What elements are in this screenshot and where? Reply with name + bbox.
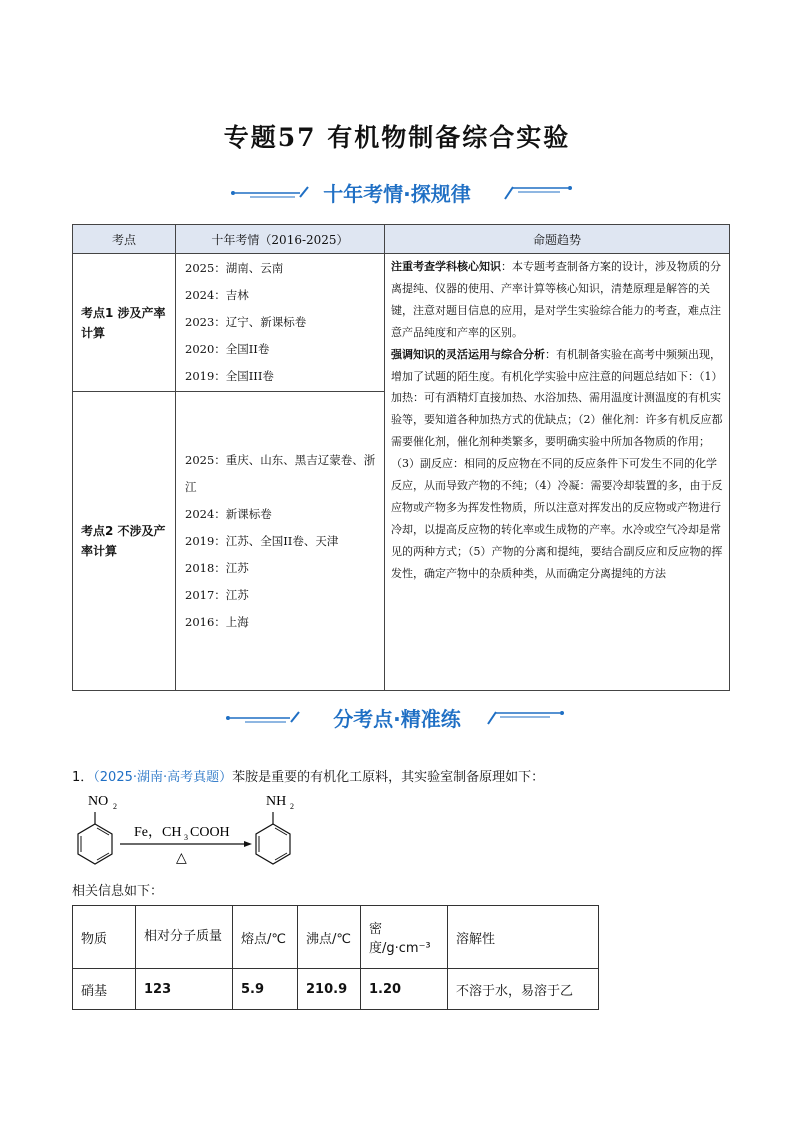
amino-label: NH [266, 794, 287, 809]
aniline-structure [256, 794, 294, 864]
year-item: 2025：重庆、山东、黑吉辽蒙卷、浙江 [185, 452, 376, 494]
trend-cell [385, 254, 730, 691]
info-label: 相关信息如下： [72, 884, 164, 899]
reaction-diagram [68, 790, 328, 870]
trend-table [72, 224, 730, 691]
col-density: 密度/g·cm⁻³ [361, 906, 448, 969]
properties-table [72, 905, 599, 1010]
reaction-arrow [120, 825, 252, 866]
col-molar-mass: 相对分子质量 [136, 906, 233, 969]
cell-substance: 硝基 [73, 969, 136, 1010]
years-2 [176, 392, 385, 691]
question-text: 苯胺是重要的有机化工原料，其实验室制备原理如下： [232, 770, 545, 785]
year-item: 2019：江苏、全国II卷、天津 [185, 533, 339, 548]
years-1 [176, 254, 385, 392]
year-item: 2017：江苏 [185, 587, 249, 602]
banner-title: 十年考情·探规律 [323, 182, 471, 206]
question-1 [72, 766, 544, 785]
year-item: 2024：新课标卷 [185, 506, 272, 521]
arrow-head-icon [244, 841, 252, 847]
point-1: 考点1 涉及产率计算 [73, 254, 176, 392]
reagent-subscript: 3 [184, 833, 188, 842]
col-substance: 物质 [73, 906, 136, 969]
point-2: 考点2 不涉及产率计算 [73, 392, 176, 691]
trend-text-2: ：有机制备实验在高考中频频出现，增加了试题的陌生度。有机化学实验中应注意的问题总结如下：（1）加热：可有酒精灯直接加热、水浴加热、需用温度计测温度的有机实验等，要知道各种加热方式的优缺点；（2）催化剂：许多有机反应都需要催化剂，催化剂种类繁多，要明确实验中所加各物质的作用；（3）副反应：相同的反应物在不同的反应条件下可发生不同的化学反应，从而导致产物的不纯；（4）冷凝：需要冷却装置的多，由于反应物或产物多为挥发性物质，所以注意对挥发出的反应物或产物进行冷却，以提高反应物的转化率或生成物的产率。水冷或空气冷却是常见的两种方式；（5）产物的分离和提纯，要结合副反应和反应物的挥发性，确定产物中的杂质种类，从而确定分离提纯的方法 [391, 347, 723, 580]
section-banner-trends [0, 175, 794, 209]
year-item: 2025：湖南、云南 [185, 261, 284, 275]
banner-title: 分考点·精准练 [333, 707, 461, 731]
cell-solubility: 不溶于水，易溶于乙 [448, 969, 599, 1010]
section-banner-practice [0, 700, 794, 734]
trend-text-1: ：本专题考查制备方案的设计，涉及物质的分离提纯、仪器的使用、产率计算等核心知识，清楚原理是解答的关键，注意对题目信息的应用，是对学生实验综合能力的考查，难点注意产品纯度和产率的区别。 [391, 260, 721, 339]
year-item: 2024：吉林 [185, 288, 249, 302]
trend-heading-2: 强调知识的灵活运用与综合分析 [391, 347, 545, 361]
nitro-subscript: 2 [113, 802, 117, 811]
page-title: 专题57 有机物制备综合实验 [223, 123, 571, 152]
cell-boiling-point: 210.9 [298, 969, 361, 1010]
header-trend: 命题趋势 [385, 225, 730, 254]
header-years: 十年考情（2016-2025） [176, 225, 385, 254]
year-item: 2016：上海 [185, 614, 249, 629]
year-item: 2023：辽宁、新课标卷 [185, 315, 307, 329]
reagent-label-2: COOH [190, 825, 230, 840]
col-solubility: 溶解性 [448, 906, 599, 969]
nitrobenzene-structure [78, 794, 117, 864]
question-number: 1． [72, 770, 94, 785]
cell-molar-mass: 123 [136, 969, 233, 1010]
cell-density: 1.20 [361, 969, 448, 1010]
header-point: 考点 [73, 225, 176, 254]
amino-subscript: 2 [290, 802, 294, 811]
table-row [73, 969, 599, 1010]
question-source: （2025·湖南·高考真题） [93, 770, 233, 785]
reagent-label: Fe，CH [134, 825, 182, 840]
col-melting-point: 熔点/℃ [233, 906, 298, 969]
heat-condition: △ [176, 850, 187, 866]
year-item: 2019：全国III卷 [185, 369, 274, 383]
year-item: 2018：江苏 [185, 560, 249, 575]
nitro-label: NO [88, 794, 109, 809]
cell-melting-point: 5.9 [233, 969, 298, 1010]
col-boiling-point: 沸点/℃ [298, 906, 361, 969]
year-item: 2020：全国II卷 [185, 342, 270, 356]
trend-heading-1: 注重考查学科核心知识 [391, 260, 501, 273]
